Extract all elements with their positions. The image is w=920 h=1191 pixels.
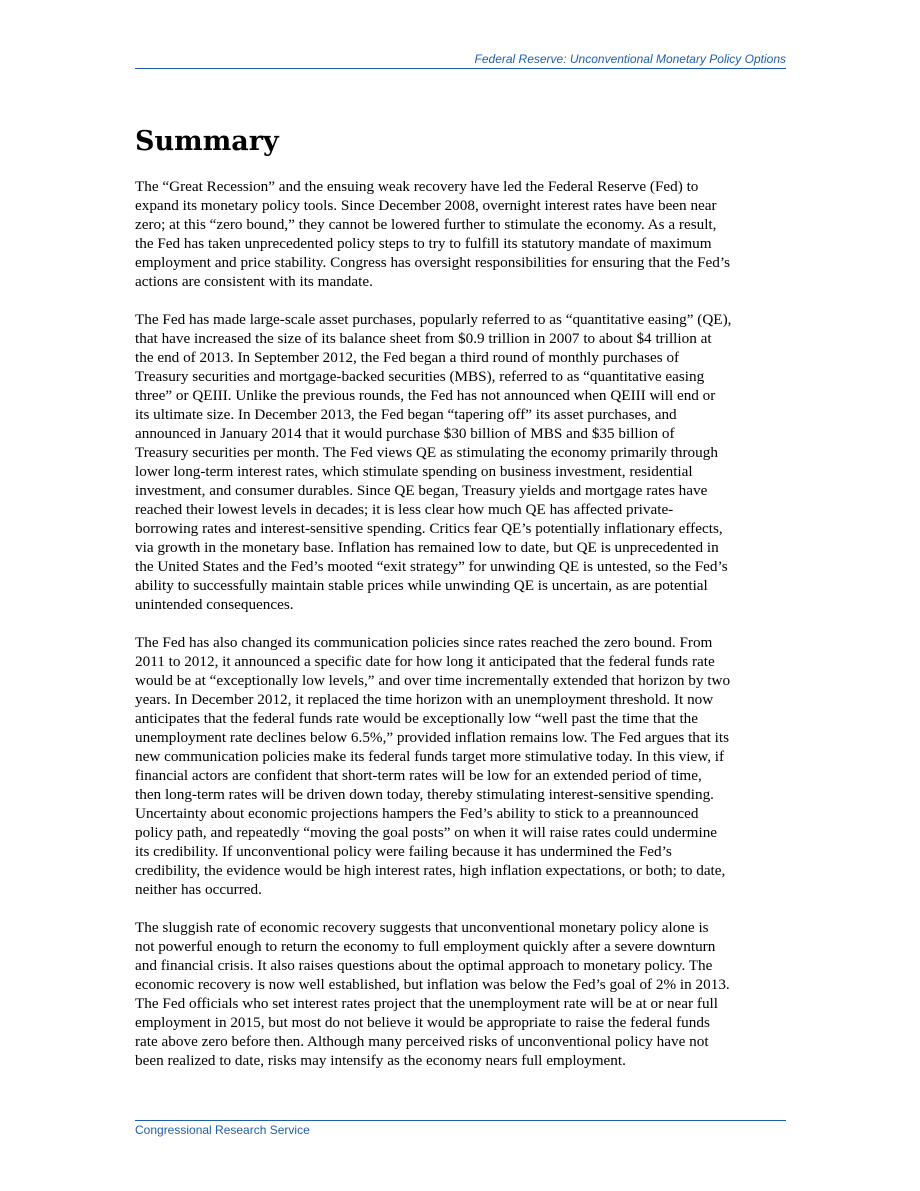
paragraph-1: The “Great Recession” and the ensuing weak recovery have led the Federal Reserve (Fed) to expand its monetary policy tools. Since December 2008, overnight interest rates have been near zero; at this “zero bound,” they cannot be lowered further to stimulate the economy. As a result, the Fed has taken unprecedented policy steps to try to fulfill its statutory mandate of maximum employment and price stability. Congress has oversight responsibilities for ensuring that the Fed’s actions are consistent with its mandate. [135,178,731,290]
paragraph-4: The sluggish rate of economic recovery suggests that unconventional monetary policy alone is not powerful enough to return the economy to full employment quickly after a severe downturn and financial crisis. It also raises questions about the optimal approach to monetary policy. The economic recovery is now well established, but inflation was below the Fed’s goal of 2% in 2013. The Fed officials who set interest rates project that the unemployment rate will be at or near full employment in 2015, but most do not believe it would be appropriate to raise the federal funds rate above zero before then. Although many perceived risks of unconventional policy have not been realized to date, risks may intensify as the economy nears full employment. [135,919,730,1069]
section-title: Summary [135,126,279,157]
paragraph-3: The Fed has also changed its communication policies since rates reached the zero bound. From 2011 to 2012, it announced a specific date for how long it anticipated that the federal funds rate would be at “exceptionally low levels,” and over time incrementally extended that horizon by two years. In December 2012, it replaced the time horizon with an unemployment threshold. It now anticipates that the federal funds rate would be exceptionally low “well past the time that the unemployment rate declines below 6.5%,” provided inflation remains low. The Fed argues that its new communication policies make its federal funds target more stimulative today. In this view, if financial actors are confident that short-term rates will be low for an extended period of time, then long-term rates will be driven down today, thereby stimulating interest-sensitive spending. Uncertainty about economic projections hampers the Fed’s ability to stick to a preannounced policy path, and repeatedly “moving the goal posts” on when it will raise rates could undermine its credibility. If unconventional policy were failing because it has undermined the Fed’s credibility, the evidence would be high interest rates, high inflation expectations, or both; to date, neither has occurred. [135,634,731,898]
footer-publisher: Congressional Research Service [135,1123,310,1137]
paragraph-2: The Fed has made large-scale asset purchases, popularly referred to as “quantitative easing” (QE), that have increased the size of its balance sheet from $0.9 trillion in 2007 to about $4 trillion at the end of 2013. In September 2012, the Fed began a third round of monthly purchases of Treasury securities and mortgage-backed securities (MBS), referred to as “quantitative easing three” or QEIII. Unlike the previous rounds, the Fed has not announced when QEIII will end or its ultimate size. In December 2013, the Fed began “tapering off” its asset purchases, and announced in January 2014 that it would purchase $30 billion of MBS and $35 billion of Treasury securities per month. The Fed views QE as stimulating the economy primarily through lower long-term interest rates, which stimulate spending on business investment, residential investment, and consumer durables. Since QE began, Treasury yields and mortgage rates have reached their lowest levels in decades; it is less clear how much QE has affected private- borrowing rates and interest-sensitive spending. Critics fear QE’s potentially inflationary effects, via growth in the monetary base. Inflation has remained low to date, but QE is unprecedented in the United States and the Fed’s mooted “exit strategy” for unwinding QE is untested, so the Fed’s ability to successfully maintain stable prices while unwinding QE is uncertain, as are potential unintended consequences. [135,311,732,613]
running-header: Federal Reserve: Unconventional Monetary Policy Options [474,52,786,66]
header-rule [135,68,786,69]
footer-rule [135,1120,786,1121]
summary-body [135,177,791,1089]
